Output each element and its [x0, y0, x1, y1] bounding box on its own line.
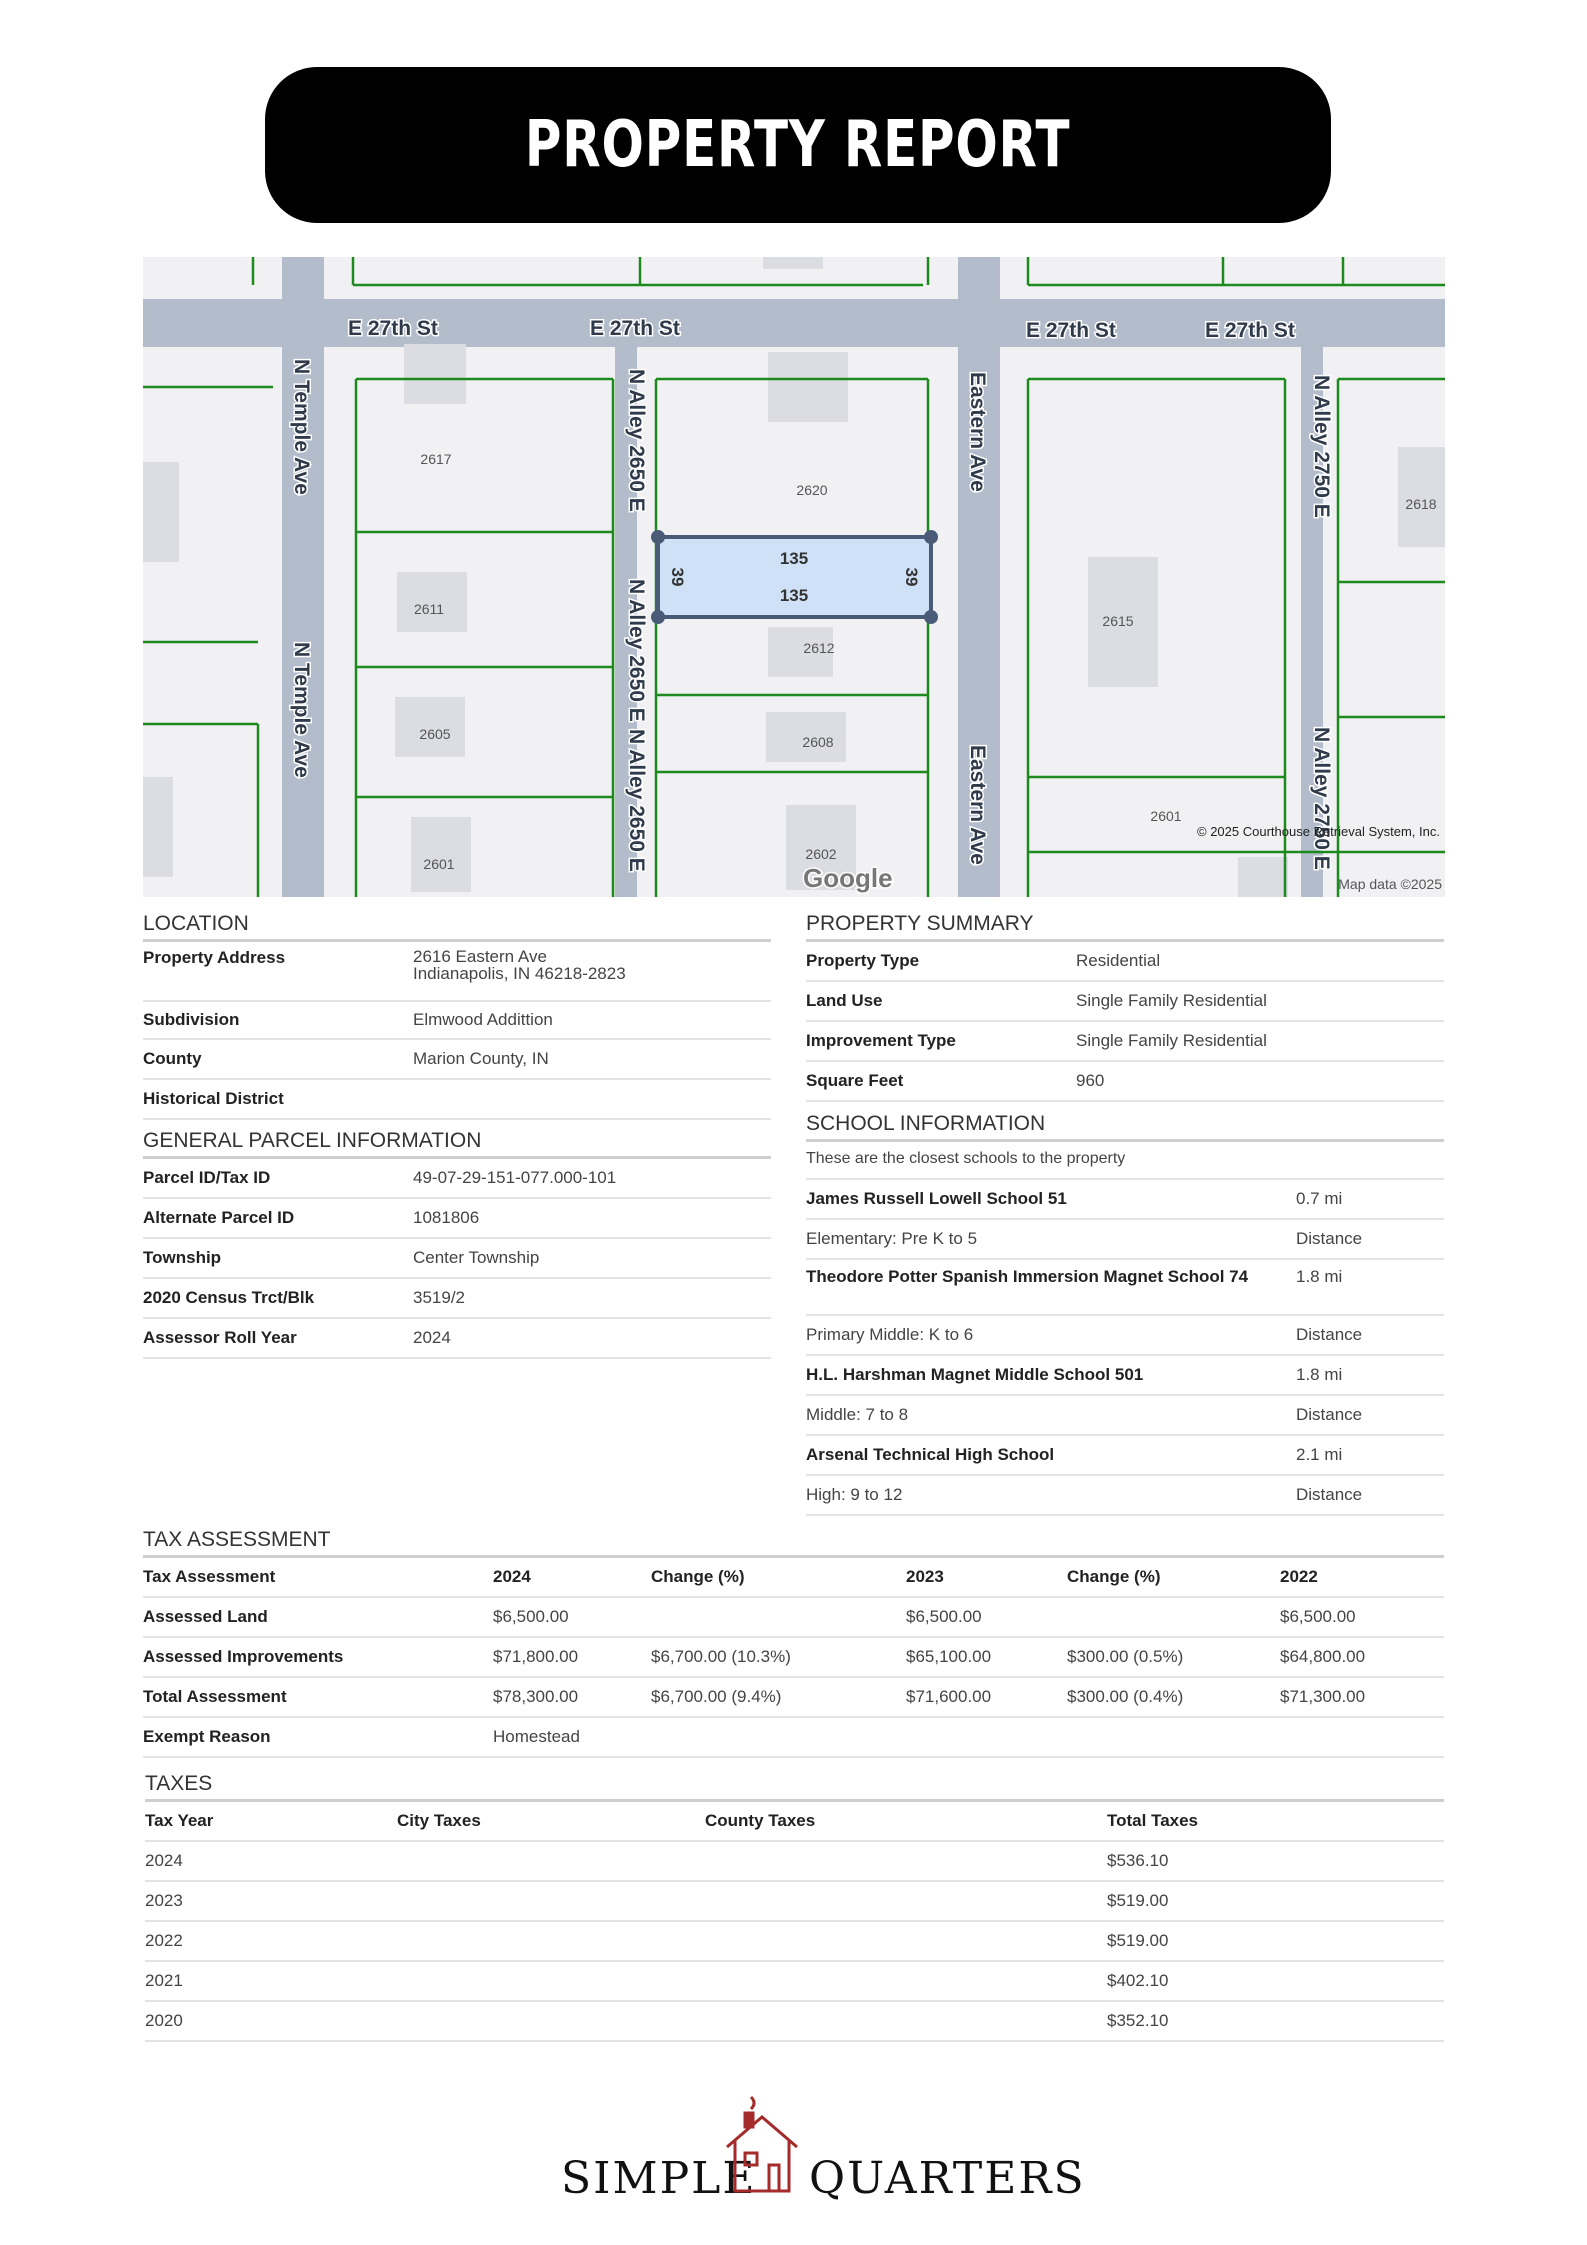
parcel-label: 2601: [423, 856, 455, 872]
parcel-label: 2612: [803, 640, 835, 656]
row-value: Residential: [1076, 951, 1161, 970]
street-label: E 27th St: [590, 317, 680, 340]
summary-section: [806, 912, 1444, 1102]
table-cell: 2020: [145, 2011, 183, 2030]
table-cell: $64,800.00: [1280, 1647, 1366, 1666]
school-name: Arsenal Technical High School: [806, 1445, 1055, 1464]
address-line-2: Indianapolis, IN 46218-2823: [413, 964, 626, 983]
table-cell: $71,800.00: [493, 1647, 579, 1666]
summary-row: [806, 982, 1444, 1022]
col-header: 2022: [1280, 1567, 1318, 1586]
street-label: N Temple Ave: [290, 359, 313, 495]
row-value: Single Family Residential: [1076, 991, 1267, 1010]
house-icon: [723, 2095, 801, 2195]
row-value: 49-07-29-151-077.000-101: [413, 1168, 617, 1187]
summary-title: PROPERTY SUMMARY: [806, 912, 1444, 942]
school-distance: 1.8 mi: [1296, 1365, 1343, 1384]
logo-word-right: QUARTERS: [809, 2153, 1086, 2204]
row-value: Single Family Residential: [1076, 1031, 1267, 1050]
table-cell: 2022: [145, 1931, 183, 1950]
school-name: H.L. Harshman Magnet Middle School 501: [806, 1365, 1144, 1384]
street-label: N Temple Ave: [290, 642, 313, 778]
row-label: Property Address: [143, 948, 286, 967]
row-value: Center Township: [413, 1248, 540, 1267]
row-value: Elmwood Addittion: [413, 1010, 553, 1029]
parcel-label: 2605: [419, 726, 451, 742]
school-row: [806, 1476, 1444, 1516]
location-row: [143, 1080, 771, 1120]
distance-label: Distance: [1296, 1485, 1363, 1504]
table-cell: 2023: [145, 1891, 183, 1910]
simple-quarters-logo: [561, 2095, 1086, 2205]
row-label: 2020 Census Trct/Blk: [143, 1288, 315, 1307]
street-label: N Alley 2750 E: [1310, 727, 1333, 870]
row-value: 2024: [413, 1328, 451, 1347]
summary-row: [806, 1062, 1444, 1102]
parcel-label: 2608: [802, 734, 834, 750]
location-row: [143, 942, 771, 1002]
table-cell: $6,700.00 (9.4%): [651, 1687, 782, 1706]
table-row: [143, 1598, 1444, 1638]
parcel-row: [143, 1279, 771, 1319]
table-cell: $300.00 (0.4%): [1067, 1687, 1184, 1706]
google-logo: Google: [803, 863, 893, 893]
taxes-title: TAXES: [145, 1772, 1444, 1802]
school-row: [806, 1316, 1444, 1356]
taxes-section: [145, 1772, 1444, 2042]
summary-row: [806, 1022, 1444, 1062]
table-cell: $6,500.00: [906, 1607, 982, 1626]
row-value: 960: [1076, 1071, 1105, 1090]
parcel-row: [143, 1239, 771, 1279]
table-cell: $78,300.00: [493, 1687, 579, 1706]
row-label: Alternate Parcel ID: [143, 1208, 295, 1227]
parcel-label: 2618: [1405, 496, 1437, 512]
table-cell: Homestead: [493, 1727, 580, 1746]
parcel-info-section: [143, 1129, 771, 1359]
table-cell: Exempt Reason: [143, 1727, 271, 1746]
table-cell: $402.10: [1107, 1971, 1169, 1990]
table-row: [143, 1678, 1444, 1718]
row-label: County: [143, 1049, 202, 1068]
row-label: Square Feet: [806, 1071, 904, 1090]
table-cell: $71,600.00: [906, 1687, 992, 1706]
address-line-1: 2616 Eastern Ave: [413, 947, 547, 966]
parcel-label: 2620: [796, 482, 828, 498]
row-label: Property Type: [806, 951, 920, 970]
taxes-header: [145, 1802, 1444, 1842]
report-banner: [265, 67, 1331, 223]
school-section: [806, 1112, 1444, 1516]
table-cell: $65,100.00: [906, 1647, 992, 1666]
table-row: [145, 1922, 1444, 1962]
street-label: N Alley 2650 E: [625, 369, 648, 512]
table-cell: $6,500.00: [493, 1607, 569, 1626]
map-data-credit: Map data ©2025: [1338, 876, 1442, 892]
distance-label: Distance: [1296, 1325, 1363, 1344]
parcel-label: 2602: [805, 846, 837, 862]
parcel-label: 2611: [413, 601, 445, 617]
summary-row: [806, 942, 1444, 982]
row-label: Township: [143, 1248, 222, 1267]
school-row: [806, 1436, 1444, 1476]
col-header: Change (%): [1067, 1567, 1161, 1586]
dim-bottom: 135: [779, 586, 809, 605]
dim-top: 135: [779, 549, 809, 568]
tax-assessment-section: [143, 1528, 1444, 1758]
table-cell: $6,700.00 (10.3%): [651, 1647, 791, 1666]
street-label: N Alley 2650 E: [625, 579, 648, 722]
street-label: Eastern Ave: [966, 372, 989, 492]
table-cell: $519.00: [1107, 1891, 1169, 1910]
parcel-map[interactable]: [143, 257, 1445, 897]
school-name: James Russell Lowell School 51: [806, 1189, 1067, 1208]
table-row: [143, 1638, 1444, 1678]
school-distance: 0.7 mi: [1296, 1189, 1343, 1208]
parcel-label: 2615: [1102, 613, 1134, 629]
school-note: These are the closest schools to the property: [806, 1142, 1444, 1180]
school-row: [806, 1260, 1444, 1316]
school-grades: High: 9 to 12: [806, 1485, 903, 1504]
table-cell: Assessed Improvements: [143, 1647, 344, 1666]
row-value: 3519/2: [413, 1288, 465, 1307]
table-row: [145, 1842, 1444, 1882]
table-cell: $300.00 (0.5%): [1067, 1647, 1184, 1666]
table-cell: Assessed Land: [143, 1607, 268, 1626]
table-cell: 2021: [145, 1971, 183, 1990]
map-copyright: © 2025 Courthouse Retrieval System, Inc.: [1197, 824, 1440, 839]
location-title: LOCATION: [143, 912, 771, 942]
street-label: N Alley 2750 E: [1310, 375, 1333, 518]
col-header: City Taxes: [397, 1811, 481, 1830]
table-cell: $6,500.00: [1280, 1607, 1356, 1626]
table-row: [143, 1718, 1444, 1758]
location-section: [143, 912, 771, 1120]
school-distance: 2.1 mi: [1296, 1445, 1343, 1464]
row-label: Improvement Type: [806, 1031, 956, 1050]
col-header: County Taxes: [705, 1811, 816, 1830]
school-title: SCHOOL INFORMATION: [806, 1112, 1444, 1142]
row-value: 1081806: [413, 1208, 480, 1227]
school-grades: Elementary: Pre K to 5: [806, 1229, 978, 1248]
street-label: Eastern Ave: [966, 745, 989, 865]
table-cell: Total Assessment: [143, 1687, 287, 1706]
distance-label: Distance: [1296, 1229, 1363, 1248]
table-cell: 2024: [145, 1851, 183, 1870]
col-header: Change (%): [651, 1567, 745, 1586]
street-label: E 27th St: [348, 317, 438, 340]
col-header: 2023: [906, 1567, 944, 1586]
school-grades: Middle: 7 to 8: [806, 1405, 909, 1424]
street-temple: [282, 257, 324, 897]
col-header: Tax Year: [145, 1811, 214, 1830]
school-distance: 1.8 mi: [1296, 1267, 1343, 1286]
school-row: [806, 1220, 1444, 1260]
table-cell: $519.00: [1107, 1931, 1169, 1950]
parcel-info-title: GENERAL PARCEL INFORMATION: [143, 1129, 771, 1159]
school-row: [806, 1180, 1444, 1220]
row-label: Historical District: [143, 1089, 284, 1108]
parcel-row: [143, 1159, 771, 1199]
distance-label: Distance: [1296, 1405, 1363, 1424]
table-cell: $352.10: [1107, 2011, 1169, 2030]
school-row: [806, 1356, 1444, 1396]
school-grades: Primary Middle: K to 6: [806, 1325, 974, 1344]
table-cell: $71,300.00: [1280, 1687, 1366, 1706]
row-label: Parcel ID/Tax ID: [143, 1168, 271, 1187]
table-row: [145, 1882, 1444, 1922]
logo-word-left: SIMPLE: [561, 2153, 757, 2204]
table-cell: $536.10: [1107, 1851, 1169, 1870]
parcel-label: 2617: [420, 451, 452, 467]
tax-assessment-header: [143, 1558, 1444, 1598]
dim-left: 39: [668, 567, 687, 587]
table-row: [145, 1962, 1444, 2002]
parcel-label: 2601: [1150, 808, 1182, 824]
parcel-row: [143, 1319, 771, 1359]
col-header: 2024: [493, 1567, 531, 1586]
tax-assessment-title: TAX ASSESSMENT: [143, 1528, 1444, 1558]
col-header: Total Taxes: [1107, 1811, 1199, 1830]
row-label: Subdivision: [143, 1010, 240, 1029]
row-value: Marion County, IN: [413, 1049, 549, 1068]
school-row: [806, 1396, 1444, 1436]
row-label: Land Use: [806, 991, 883, 1010]
page-title: PROPERTY REPORT: [525, 108, 1071, 182]
table-row: [145, 2002, 1444, 2042]
row-label: Assessor Roll Year: [143, 1328, 297, 1347]
street-label: N Alley 2650 E: [625, 729, 648, 872]
location-row: [143, 1040, 771, 1080]
street-label: E 27th St: [1026, 319, 1116, 342]
parcel-row: [143, 1199, 771, 1239]
dim-right: 39: [902, 567, 921, 587]
street-label: E 27th St: [1205, 319, 1295, 342]
location-row: [143, 1002, 771, 1040]
school-name: Theodore Potter Spanish Immersion Magnet School 74: [806, 1267, 1249, 1286]
col-header: Tax Assessment: [143, 1567, 276, 1586]
